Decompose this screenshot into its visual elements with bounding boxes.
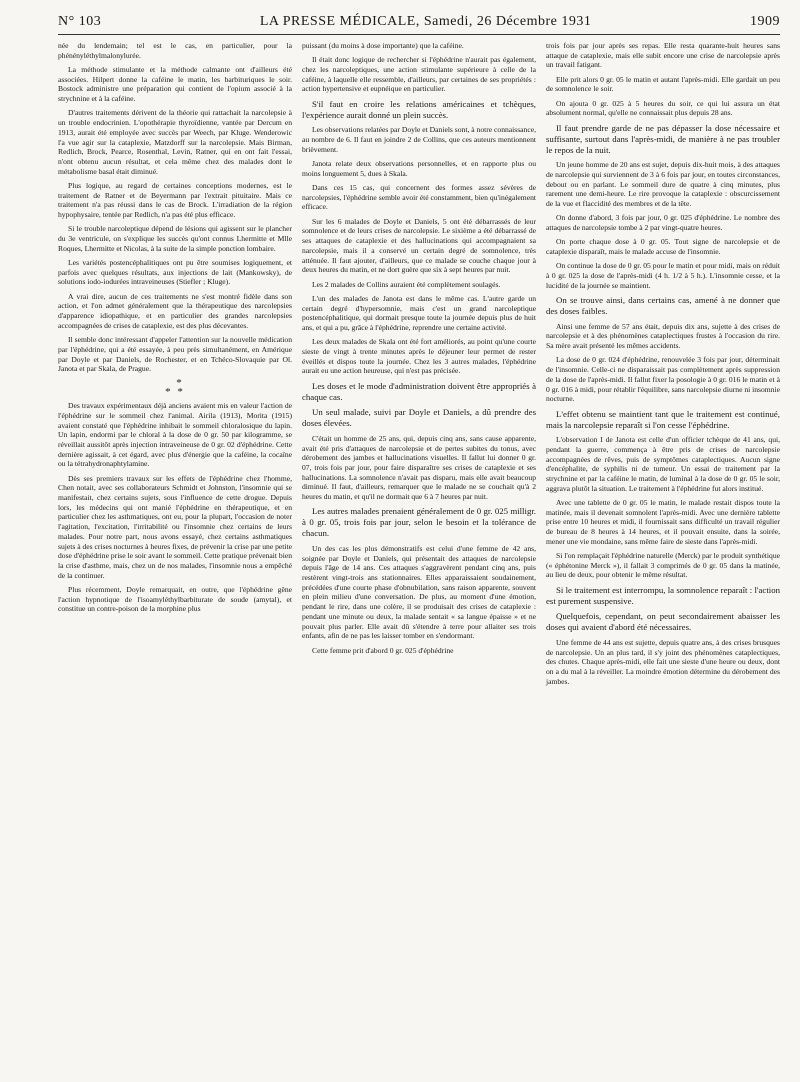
paragraph: née du lendemain; tel est le cas, en particulier, pour la phénényléthylmalonylurée. [58, 41, 292, 60]
paragraph: C'était un homme de 25 ans, qui, depuis cinq ans, sans cause apparente, avait été pris d'attaques de narcolepsie et de pertes subites du tonus, avec dérobement des jambes et hallucinations visuelles. Il fallut lui donner 0 gr. 07, trois fois par jour, pour faire disparaître ses crises de cataplexie et ses hallucinations. La somnolence n'avait pas disparu, mais elle avait beaucoup diminué. Il faut, d'ailleurs, remarquer que le malade ne se couchait qu'à 2 heures du matin, et qu'il ne dormait que 6 à 7 heures par nuit. [302, 433, 536, 502]
paragraph: Si le trouble narcoleptique dépend de lésions qui agissent sur le plancher du 3e ventricule, on s'explique les succès qu'ont connus Lhermitte et Mlle Roques, Lhermitte et Nicolas, à la suite de la simple ponction lombaire. [58, 224, 292, 253]
paragraph: Un jeune homme de 20 ans est sujet, depuis dix-huit mois, à des attaques de narcolepsie qui surviennent de 3 à 6 fois par jour, en toutes circonstances, debout ou en parlant. Le sommeil dure de quatre à cinq minutes, plus rarement une demi-heure. Le rire provoque la cataplexie : obscurcissement de la vue et flaccidité des membres et de la tête. [546, 160, 780, 209]
paragraph: S'il faut en croire les relations américaines et tchèques, l'expérience aurait donné un plein succès. [302, 98, 536, 120]
paragraph: puissant (du moins à dose importante) que la caféine. [302, 41, 464, 50]
page-number: 1909 [750, 14, 780, 29]
paragraph: On se trouve ainsi, dans certains cas, amené à ne donner que des doses faibles. [546, 295, 780, 317]
paragraph: La dose de 0 gr. 024 d'éphédrine, renouvelée 3 fois par jour, déterminait de l'insomnie. Celle-ci ne disparaissait pas complètement après suppression de la dose de l'après-midi. Il fallut fixer la posologie à 0 gr. 016 le matin et à 0 gr. 016 à midi, pour rétablir l'équilibre, sans narcolepsie diurne ni insomnie nocturne. [546, 355, 780, 404]
paragraph: Un seul malade, suivi par Doyle et Daniels, a dû prendre des doses élevées. [302, 407, 536, 429]
journal-title: LA PRESSE MÉDICALE, Samedi, 26 Décembre 1931 [259, 14, 592, 29]
paragraph: On donne d'abord, 3 fois par jour, 0 gr. 025 d'éphédrine. Le nombre des attaques de narcolepsie tombe à 2 par vingt-quatre heures. [546, 213, 780, 233]
paragraph: Des travaux expérimentaux déjà anciens avaient mis en valeur l'action de l'éphédrine sur le sommeil chez l'animal. Airila (1913), Morita (1915) avaient constaté que l'éphédrine inhibait le sommeil chloralosique du lapin. Un lapin, endormi par le chloral à la dose de 0 gr. 50 par kilogramme, se réveillait aussitôt après injection intraveineuse de 0 gr. 02 d'éphédrine. Cette dernière agissait, à cet égard, avec plus d'énergie que la caféine, la cocaïne ou la tétrahydronaphtylamine. [58, 401, 292, 469]
paragraph: Il était donc logique de rechercher si l'éphédrine n'aurait pas également, chez les narcoleptiques, une action stimulante supérieure à celle de la caféine, à laquelle elle ressemble, d'ailleurs, par certaines de ses propriétés : action hypertensive et eupnéique en particulier. [302, 55, 536, 94]
paragraph: A vrai dire, aucun de ces traitements ne s'est montré fidèle dans son action, et l'on admet généralement que la thérapeutique des narcolepsies d'apparence idiopathique, et en particulier des grandes narcolepsies accompagnées de crises de cataplexie, est des plus décevantes. [58, 291, 292, 330]
paragraph: On ajouta 0 gr. 025 à 5 heures du soir, ce qui lui assura un état absolument normal, qu'elle ne connaissait plus depuis 28 ans. [546, 98, 780, 118]
section-separator: * * * [165, 376, 185, 398]
page-header [58, 14, 780, 35]
paragraph: trois fois par jour après ses repas. Elle resta quarante-huit heures sans attaque de cataplexie, mais elle subit encore une crise de narcolepsie après un travail fatigant. [546, 41, 780, 70]
paragraph: Janota relate deux observations personnelles, et en rapporte plus ou moins longuement 5, dues à Skala. [302, 159, 536, 178]
paragraph: Si le traitement est interrompu, la somnolence reparaît : l'action est purement suspensive. [546, 584, 780, 606]
paragraph: Plus récemment, Doyle remarquait, en outre, que l'éphédrine gêne l'action hypnotique de l'isoamyléthylbarbiturate de soude (amytal), et constitue un contre-poison de la morphine plus [58, 584, 292, 614]
paragraph: Les variétés postencéphalitiques ont pu être soumises logiquement, et parfois avec quelques résultats, aux injections de lait (Mankowsky), de solutions iodo-iodurées intraveineuses (Stiefler ; Kluge). [58, 258, 292, 287]
paragraph: On porte chaque dose à 0 gr. 05. Tout signe de narcolepsie et de cataplexie disparaît, mais le malade accuse de l'insomnie. [546, 237, 780, 257]
issue-number: N° 103 [58, 14, 102, 29]
paragraph: Dès ses premiers travaux sur les effets de l'éphédrine chez l'homme, Chen notait, avec ses collaborateurs Schmidt et Johnston, l'insomnie qui se manifestait, chez certains sujets, sous l'influence de cette drogue. Depuis lors, les médecins qui ont manié l'éphédrine en thérapeutique, et en particulier chez les asthmatiques, ont eu, pour la plupart, l'occasion de noter l'agitation, l'excitation, l'irritabilité ou l'insomnie chez certains de leurs malades. Pour notre part, nous avons essayé, chez certains asthmatiques sujets à des crises nocturnes à heures fixes, de prévenir la crise par une petite dose d'éphédrine prise le soir avant le sommeil. Cette pratique prévenait bien la crise d'asthme, mais, chez un de nos malades, l'insomnie nous a empêché de la continuer. [58, 473, 292, 580]
paragraph: Les observations relatées par Doyle et Daniels sont, à notre connaissance, au nombre de 6. Il faut en joindre 2 de Collins, que ces auteurs mentionnent brièvement. [302, 125, 536, 154]
paragraph: L'effet obtenu se maintient tant que le traitement est continué, mais la narcolepsie reparaît si l'on cesse l'éphédrine. [546, 408, 780, 430]
paragraph: Avec une tablette de 0 gr. 05 le matin, le malade restait dispos toute la matinée, mais il devenait somnolent l'après-midi. Avec une dernière tablette prise entre 10 heures et midi, il fournissait sans difficulté un travail régulier de bureau de 8 heures à 14 heures, et il pouvait ensuite, dans la soirée, mener une vie mondaine, sans même faire de sieste dans l'après-midi. [546, 497, 780, 546]
paragraph: Dans ces 15 cas, qui concernent des formes assez sévères de narcolepsies, l'éphédrine semble avoir été constamment, bien qu'inégalement efficace. [302, 183, 536, 212]
paragraph: L'un des malades de Janota est dans le même cas. L'autre garde un certain degré d'hypersomnie, mais c'est un grand narcoleptique postencéphalitique, qui dormait presque toute la journée depuis plus de huit ans, et qui a pu, grâce à l'éphédrine, reprendre une certaine activité. [302, 293, 536, 332]
paragraph: Il faut prendre garde de ne pas dépasser la dose nécessaire et suffisante, surtout dans l'après-midi, de manière à ne pas troubler le repos de la nuit. [546, 122, 780, 155]
paragraph: Elle prit alors 0 gr. 05 le matin et autant l'après-midi. Elle gardait un peu de somnolence le soir. [546, 74, 780, 94]
paragraph: La méthode stimulante et la méthode calmante ont d'ailleurs été associées. Hilpert donne la caféine le matin, les barbituriques le soir. Bostock administre une préparation qui contient de l'opium associé à la strychnine et à la caféine. [58, 65, 292, 104]
paragraph: On continue la dose de 0 gr. 05 pour le matin et pour midi, mais on réduit à 0 gr. 025 la dose de l'après-midi (4 h. 1/2 à 5 h.). L'insomnie cesse, et la lucidité de la journée se maintient. [546, 261, 780, 290]
paragraph: Les deux malades de Skala ont été fort améliorés, au point qu'une courte sieste de vingt à trente minutes après le déjeuner leur permet de rester éveillés et dispos toute la journée. Chez les 3 autres malades, l'éphédrine aurait eu une action heureuse, qui n'est pas précisée. [302, 337, 536, 376]
paragraph: Un des cas les plus démonstratifs est celui d'une femme de 42 ans, soignée par Doyle et Daniels, qui présentait des attaques de narcolepsie depuis l'âge de 14 ans. Ces attaques s'aggravèrent pendant cinq ans, puis restèrent vingt-trois ans stationnaires. Elles apparaissaient soudainement, précédées d'une courte phase d'obnubilation, sans raison apparente, souvent en plein milieu d'une conversation. De plus, au moment d'une émotion, pendant le rire, dans une colère, il se produisait des crises de cataplexie : pendant une minute ou deux, la malade sentait « sa langue épaisse » et ne pouvait plus parler. Elle avait dû s'étendre à terre pour allaiter ses trois enfants, afin de ne pas les laisser tomber en s'endormant. [302, 543, 536, 641]
paragraph: Sur les 6 malades de Doyle et Daniels, 5 ont été débarrassés de leur somnolence et de leurs crises de narcolepsie. Le sixième a été débarrassé de ses attaques de cataplexie et des hallucinations qui accompagnaient sa narcolepsie, mais il a conservé un certain degré de somnolence, très atténuée. Il faut ajouter, d'ailleurs, que ce malade se couche chaque jour à deux heures du matin, et ne dort guère que six à sept heures par nuit. [302, 216, 536, 275]
paragraph: Une femme de 44 ans est sujette, depuis quatre ans, à des crises brusques de narcolepsie. Un an plus tard, il s'y joint des phénomènes cataplectiques, des chutes. Chaque après-midi, elle fait une sieste d'une heure ou deux, dont on a du mal à la réveiller. La moindre émotion détermine du dérobement des jambes. [546, 637, 780, 686]
paragraph: Il semble donc intéressant d'appeler l'attention sur la nouvelle médication par l'éphédrine, qui a été essayée, à peu près simultanément, en Amérique par Doyle et par Daniels, de Rochester, et en Tchéco-Slovaquie par Ol. Janota et par Skala, de Prague. [58, 335, 292, 374]
paragraph: L'observation I de Janota est celle d'un officier tchèque de 41 ans, qui, pendant la guerre, commença à être pris de crises de narcolepsie accompagnées de rêves, puis de symptômes cataplectiques. Aucun signe d'encéphalite, de syphilis ni de tumeur. Un essai de traitement par la strychnine et par la caféine le matin, de luminal à la dose de 0 gr. 05 le soir, aggrava plutôt la situation. Le traitement à l'éphédrine fut alors institué. [546, 435, 780, 493]
paragraph: Ainsi une femme de 57 ans était, depuis dix ans, sujette à des crises de narcolepsie et à des phénomènes cataplectiques frustes à l'occasion du rire. Sa mère avait présenté les mêmes accidents. [546, 321, 780, 351]
paragraph: Si l'on remplaçait l'éphédrine naturelle (Merck) par le produit synthétique (« éphétonine Merck »), il fallait 3 comprimés de 0 gr. 05 dans la matinée, au lieu de deux, pour obtenir le même résultat. [546, 551, 780, 580]
paragraph: Les 2 malades de Collins auraient été complètement soulagés. [312, 279, 501, 289]
article-columns [58, 41, 780, 691]
column-3 [546, 41, 780, 691]
paragraph: Cette femme prit d'abord 0 gr. 025 d'éphédrine [312, 645, 454, 655]
paragraph: Les doses et le mode d'administration doivent être appropriés à chaque cas. [302, 380, 536, 402]
column-2 [302, 41, 536, 691]
paragraph: Quelquefois, cependant, on peut secondairement abaisser les doses qui avaient d'abord été nécessaires. [546, 611, 780, 633]
paragraph: Plus logique, au regard de certaines conceptions modernes, est le traitement de Ratner et de Beyermann par l'extrait pituitaire. Mais ce traitement n'a pas réussi dans le cas de Brock. L'irradiation de la région hypophysaire, tentée par Redlich, n'a pas été plus efficace. [58, 180, 292, 220]
paragraph: D'autres traitements dérivent de la théorie qui rattachait la narcolepsie à un trouble endocrinien. L'opothérapie thyroïdienne, vantée par Dercum en 1913, aurait été employée avec succès par Weech, par Kluge. Wenderowic l'a vue agir sur la cataplexie, Matzdorff sur la narcolepsie. Mais Birman, Redlich, Brock, Pearce, Rosenthal, Levin, Ratner, qui en ont fait l'essai, n'ont obtenu aucun résultat, et cela même chez des malades dont le métabolisme basal était diminué. [58, 108, 292, 176]
paragraph: Les autres malades prenaient généralement de 0 gr. 025 milligr. à 0 gr. 05, trois fois par jour, selon le besoin et la tolérance de chacun. [302, 506, 536, 539]
column-1 [58, 41, 292, 691]
